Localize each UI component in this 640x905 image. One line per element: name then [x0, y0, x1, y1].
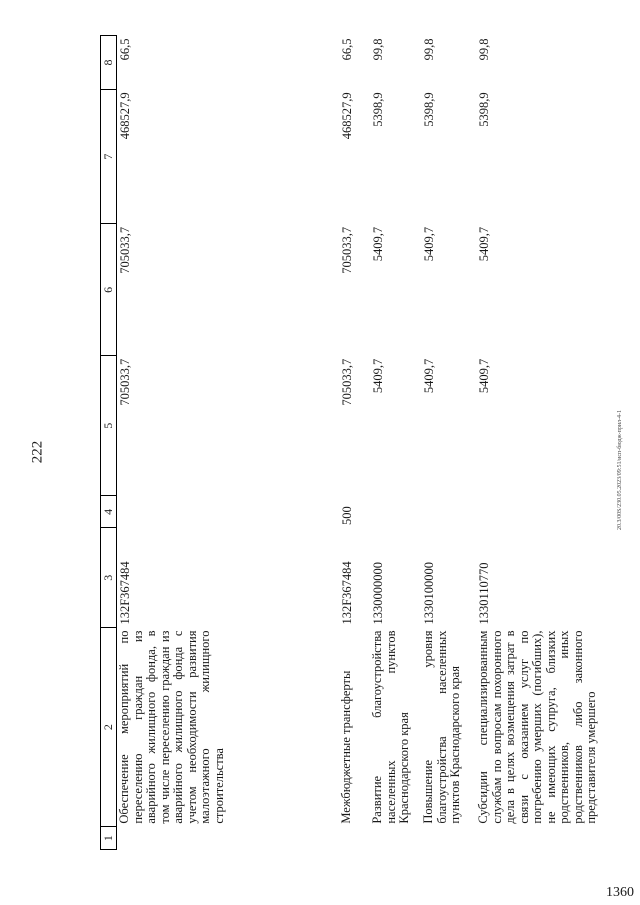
- cell-approved: 5409,7: [422, 358, 436, 394]
- header-cell: 6: [101, 224, 117, 356]
- table-row: [334, 36, 369, 850]
- cell-expense-type: [475, 496, 600, 528]
- cell-percent: 99,8: [371, 38, 385, 61]
- cell-code: 132F367484: [118, 561, 132, 625]
- cell-code: 1330000000: [371, 562, 385, 625]
- cell-code: 1330110770: [477, 562, 491, 625]
- cell-description: Развитие благоустройства населенных пунктов Краснодарского края: [370, 630, 411, 824]
- cell-percent: 99,8: [477, 38, 491, 61]
- table-wrapper: [100, 35, 598, 850]
- cell-percent: 66,5: [340, 38, 354, 61]
- cell-index: [369, 827, 420, 850]
- cell-planned: 705033,7: [340, 226, 354, 274]
- cell-index: [334, 827, 369, 850]
- cell-approved: 5409,7: [477, 358, 491, 394]
- document-stamp: 20.3/00S/230.05.2023/09:51/исп-бюдж-прил-4-1: [617, 409, 623, 531]
- cell-expense-type: [420, 496, 475, 528]
- cell-planned: 5409,7: [422, 226, 436, 262]
- rotated-table-container: [100, 35, 598, 850]
- header-cell: 7: [101, 89, 117, 224]
- cell-planned: 5409,7: [371, 226, 385, 262]
- page-number: 222: [29, 440, 46, 464]
- table-row: [369, 36, 420, 850]
- header-cell: 5: [101, 356, 117, 496]
- cell-planned: 705033,7: [118, 226, 132, 274]
- table-row: [475, 36, 600, 850]
- table-row: [420, 36, 475, 850]
- cell-executed: 468527,9: [340, 92, 354, 140]
- cell-description: Межбюджетные трансферты: [339, 670, 353, 824]
- header-row: [101, 36, 117, 850]
- cell-executed: 5398,9: [422, 92, 436, 127]
- cell-code: 132F367484: [340, 561, 354, 625]
- table-row: [117, 36, 335, 850]
- header-cell: 3: [101, 528, 117, 628]
- cell-description: Обеспечение мероприятий по переселению граждан из аварийного жилищного фонда, в том числе переселению граждан из аварийного жилищного фонда с учетом необходимости развития малоэтажного жилищного строительства: [117, 630, 226, 824]
- header-cell: 4: [101, 496, 117, 528]
- cell-executed: 468527,9: [118, 92, 132, 140]
- cell-description: Субсидии специализированным службам по вопросам похоронного дела в целях возмещения затрат в связи с оказанием услуг по погребению умерших (погибших), не имеющих супруга, близких родственников, иных родственников либо законного представителя умершего: [476, 630, 598, 824]
- cell-percent: 66,5: [118, 38, 132, 61]
- cell-expense-type: [369, 496, 420, 528]
- cell-executed: 5398,9: [371, 92, 385, 127]
- cell-code: 1330100000: [422, 562, 436, 625]
- cell-approved: 5409,7: [371, 358, 385, 394]
- cell-index: [475, 827, 600, 850]
- header-cell: 8: [101, 36, 117, 90]
- cell-executed: 5398,9: [477, 92, 491, 127]
- cell-expense-type: 500: [340, 506, 354, 525]
- cell-description: Повышение уровня благоустройства населенных пунктов Краснодарского края: [421, 630, 462, 824]
- cell-planned: 5409,7: [477, 226, 491, 262]
- cell-approved: 705033,7: [340, 358, 354, 406]
- cell-index: [117, 827, 335, 850]
- header-cell: 1: [101, 827, 117, 850]
- budget-table: [100, 35, 600, 850]
- header-cell: 2: [101, 628, 117, 827]
- cell-index: [420, 827, 475, 850]
- cell-approved: 705033,7: [118, 358, 132, 406]
- footer-number: 1360: [606, 885, 634, 900]
- cell-expense-type: [117, 496, 335, 528]
- cell-percent: 99,8: [422, 38, 436, 61]
